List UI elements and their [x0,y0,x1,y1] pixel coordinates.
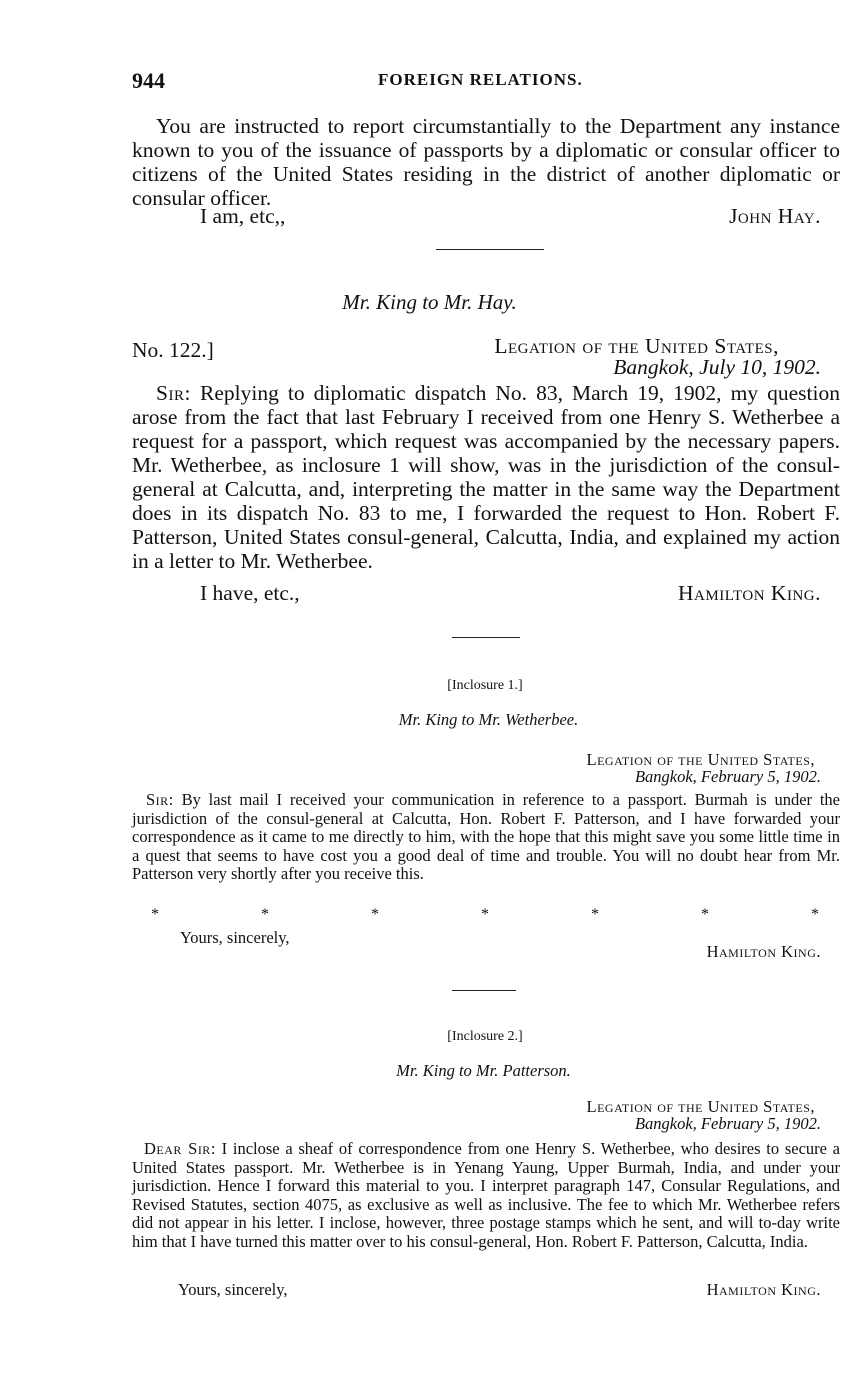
letter2-number: No. 122.] [132,338,214,362]
inclosure2-salutation: Dear Sir: [144,1139,216,1158]
inclosure1-salutation: Sir: [146,790,174,809]
inclosure1-heading: Mr. King to Mr. Wetherbee. [398,710,579,729]
inclosure1-body: By last mail I received your communication in reference to a passport. Burmah is under the jurisdiction of the consul-general at Calcutta, Hon. Robert F. Patterson, and I have forwarded your correspondence as it came to me directly to him, with the hope that this might save you some little time in a quest that seems to have cost you a good deal of time and trouble. You will no doubt hear from Mr. Patterson very shortly after you receive this. [132,790,840,884]
letter2-closing: I have, etc., [200,581,300,605]
star: * [591,906,599,923]
star: * [481,906,489,923]
letter2-place-date: Bangkok, July 10, 1902. [613,355,821,379]
section-divider [452,990,516,991]
inclosure1-paragraph [132,791,840,884]
inclosure2-heading: Mr. King to Mr. Patterson. [396,1061,571,1080]
inclosure2-legation: Legation of the United States, [586,1097,815,1116]
inclosure1-label: [Inclosure 1.] [447,678,523,693]
section-divider [436,249,544,250]
letter2-body: Replying to diplomatic dispatch No. 83, March 19, 1902, my question arose from the fact that last February I received from one Henry S. Wetherbee a request for a passport, which request was accompanied by the necessary papers. Mr. Wetherbee, as inclosure 1 will show, was in the jurisdiction of the consul-general at Calcutta, and, interpreting the matter in the same way the Department does in its dispatch No. 83 to me, I forwarded the request to Hon. Robert F. Patterson, United States consul-general, Calcutta, India, and explained my action in a letter to Mr. Wetherbee. [132,381,840,573]
letter2-heading: Mr. King to Mr. Hay. [342,290,517,314]
star: * [371,906,379,923]
inclosure2-label: [Inclosure 2.] [447,1029,523,1044]
inclosure2-closing: Yours, sincerely, [178,1280,288,1299]
ellipsis-stars [150,906,820,924]
inclosure1-closing: Yours, sincerely, [180,928,290,947]
letter2-salutation: Sir: [156,381,191,405]
letter2-signature: Hamilton King. [678,581,821,605]
letter2-legation: Legation of the United States, [494,334,779,358]
star: * [811,906,819,923]
page-number: 944 [132,68,165,93]
star: * [261,906,269,923]
letter1-signature: John Hay. [729,204,821,228]
star: * [151,906,159,923]
section-divider [452,637,520,638]
inclosure1-legation: Legation of the United States, [586,750,815,769]
star: * [701,906,709,923]
inclosure2-place-date: Bangkok, February 5, 1902. [634,1114,821,1133]
inclosure2-paragraph [132,1140,840,1252]
inclosure2-signature: Hamilton King. [706,1280,821,1299]
running-title: FOREIGN RELATIONS. [378,70,583,89]
letter1-body: You are instructed to report circumstantially to the Department any instance known to you of the issuance of passports by a diplomatic or consular officer to citizens of the United States residing in the district of another diplomatic or consular officer. [132,114,840,210]
letter1-closing: I am, etc,, [200,204,286,228]
inclosure2-body: I inclose a sheaf of correspondence from one Henry S. Wetherbee, who desires to secure a United States passport. Mr. Wetherbee is in Yenang Yaung, Upper Burmah, India, and under your jurisdiction. Hence I forward this material to you. I interpret paragraph 147, Consular Regulations, and Revised Statutes, section 4075, as exclusive as well as inclusive. The fee to which Mr. Wetherbee refers did not appear in his letter. I inclose, however, three postage stamps which he sent, and will to-day write him that I have turned this matter over to his consul-general, Hon. Robert F. Patterson, Calcutta, India. [132,1139,841,1251]
letter2-paragraph [132,381,840,573]
inclosure1-signature: Hamilton King. [706,942,821,961]
inclosure1-place-date: Bangkok, February 5, 1902. [634,767,821,786]
